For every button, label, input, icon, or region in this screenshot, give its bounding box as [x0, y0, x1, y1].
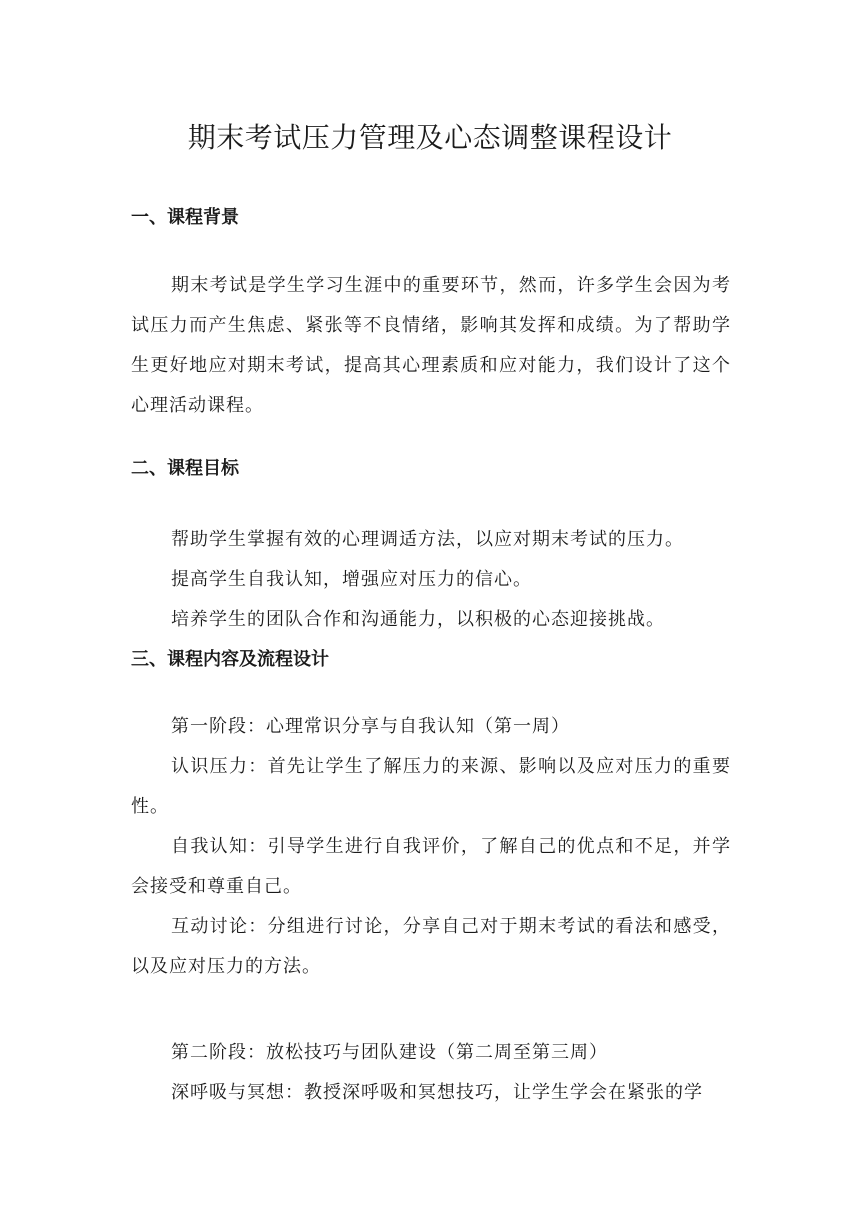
goal-item-2: 提高学生自我认知，增强应对压力的信心。 [171, 569, 532, 590]
stage1-item-2: 自我认知：引导学生进行自我评价，了解自己的优点和不足，并学会接受和尊重自己。 [131, 836, 731, 897]
stage2-item-1: 深呼吸与冥想：教授深呼吸和冥想技巧，让学生学会在紧张的学 [171, 1082, 703, 1103]
goal-item-3: 培养学生的团队合作和沟通能力，以积极的心态迎接挑战。 [171, 609, 665, 630]
stage1-item-3: 互动讨论：分组进行讨论，分享自己对于期末考试的看法和感受，以及应对压力的方法。 [131, 916, 731, 977]
goal-item-1: 帮助学生掌握有效的心理调适方法，以应对期末考试的压力。 [171, 529, 684, 550]
section-heading-goals: 二、课程目标 [131, 458, 239, 479]
stage2-label: 第二阶段：放松技巧与团队建设（第二周至第三周） [171, 1042, 608, 1063]
document-title: 期末考试压力管理及心态调整课程设计 [187, 121, 673, 154]
section-heading-content: 三、课程内容及流程设计 [131, 649, 329, 670]
stage1-label: 第一阶段：心理常识分享与自我认知（第一周） [171, 716, 570, 737]
background-paragraph: 期末考试是学生学习生涯中的重要环节，然而，许多学生会因为考试压力而产生焦虑、紧张等不良情绪，影响其发挥和成绩。为了帮助学生更好地应对期末考试，提高其心理素质和应对能力，我们设计了这个心理活动课程。 [131, 275, 731, 416]
stage1-item-1: 认识压力：首先让学生了解压力的来源、影响以及应对压力的重要性。 [131, 756, 731, 817]
section-heading-background: 一、课程背景 [131, 207, 239, 228]
